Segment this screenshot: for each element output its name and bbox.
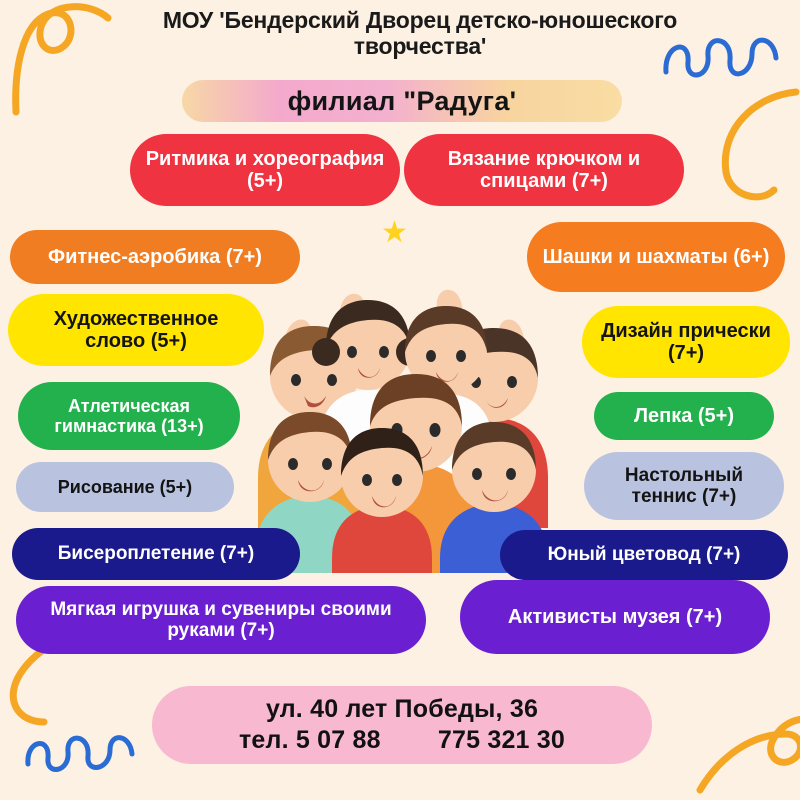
contact-footer <box>152 686 652 764</box>
course-pill[interactable]: Дизайн прически (7+) <box>582 306 790 378</box>
branch-name-pill <box>182 80 622 122</box>
course-pill[interactable]: Ритмика и хореография (5+) <box>130 134 400 206</box>
doodle-orange-squiggle-top-left <box>4 0 134 120</box>
organization-title: МОУ 'Бендерский Дворец детско-юношеского творчества' <box>162 7 678 59</box>
course-pill[interactable]: Художественное слово (5+) <box>8 294 264 366</box>
doodle-orange-swirl-bottom-right <box>690 690 800 800</box>
doodle-orange-arc-right <box>700 86 800 206</box>
course-pill[interactable]: Бисероплетение (7+) <box>12 528 300 580</box>
course-pill[interactable]: Настольный теннис (7+) <box>584 452 784 520</box>
footer-phones: тел. 5 07 88 775 321 30 <box>238 726 566 754</box>
course-pill[interactable]: Рисование (5+) <box>16 462 234 512</box>
course-pill[interactable]: Юный цветовод (7+) <box>500 530 788 580</box>
course-pill[interactable]: Лепка (5+) <box>594 392 774 440</box>
branch-name-label: филиал "Радуга' <box>287 85 517 116</box>
course-pill[interactable]: Атлетическая гимнастика (13+) <box>18 382 240 450</box>
course-pill[interactable]: Фитнес-аэробика (7+) <box>10 230 300 284</box>
course-pill[interactable]: Активисты музея (7+) <box>460 580 770 654</box>
course-pill[interactable]: Вязание крючком и спицами (7+) <box>404 134 684 206</box>
course-pill[interactable]: Мягкая игрушка и сувениры своими руками (7+) <box>16 586 426 654</box>
star-icon: ★ <box>381 216 408 249</box>
doodle-blue-spiral-bottom-left <box>22 716 142 776</box>
course-pill[interactable]: Шашки и шахматы (6+) <box>527 222 785 292</box>
footer-address: ул. 40 лет Победы, 36 <box>265 695 539 723</box>
